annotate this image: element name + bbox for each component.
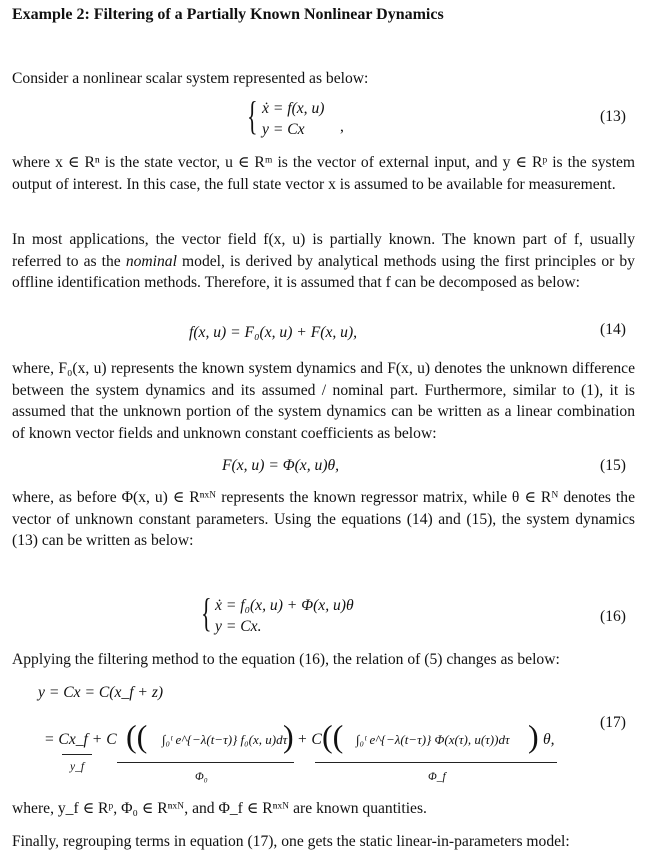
underbrace-phi0 — [117, 757, 294, 763]
underbrace-label-phif: Φ_f — [428, 771, 446, 783]
underbrace-phif — [315, 757, 557, 763]
equation-number-13: (13) — [600, 108, 626, 125]
paragraph-intro: Consider a nonlinear scalar system represented as below: — [12, 70, 369, 87]
underbrace-label-yf: y_f — [70, 761, 85, 773]
equation-16-line2: y = Cx. — [215, 618, 262, 635]
section-heading: Example 2: Filtering of a Partially Known Nonlinear Dynamics — [12, 6, 444, 23]
equation-17-line1: y = Cx = C(x_f + z) — [38, 684, 164, 701]
equation-13-line2: y = Cx — [262, 121, 305, 138]
equation-13-tail: , — [340, 118, 344, 135]
equation-16-line1: ẋ = f₀(x, u) + Φ(x, u)θ — [215, 597, 354, 614]
equation-17-part-c: + C — [297, 731, 322, 748]
paragraph-filtering-method: Applying the filtering method to the equation (16), the relation of (5) changes as below: — [12, 651, 560, 668]
equation-number-16: (16) — [600, 608, 626, 625]
paragraph-unknown-dynamics: where, F₀(x, u) represents the known system dynamics and F(x, u) denotes the unknown difference between the system dynamics and its assumed / nominal part. Furthermore, similar to (1), it is assumed that the unknown portion of the system dynamics can be written as a linear combination of known vector fields and unknown constant coefficients as below: — [12, 360, 635, 442]
paragraph-regressor: where, as before Φ(x, u) ∈ Rⁿˣᴺ represents the known regressor matrix, while θ ∈ Rᴺ denotes the vector of unknown constant parameters. Using the equations (14) and (15), the system dynamics (13) can be written as below: — [12, 489, 635, 549]
equation-17-part-e: θ, — [543, 731, 555, 748]
equation-number-17: (17) — [600, 714, 626, 731]
close-paren: ) — [283, 718, 294, 754]
equation-13-line1: ẋ = f(x, u) — [262, 100, 325, 117]
paragraph-known-quantities: where, y_f ∈ Rᵖ, Φ₀ ∈ Rⁿˣᴺ, and Φ_f ∈ Rⁿˣᴺ are known quantities. — [12, 800, 427, 817]
equation-number-15: (15) — [600, 457, 626, 474]
open-paren: (( — [126, 718, 148, 754]
equation-15-body: F(x, u) = Φ(x, u)θ, — [222, 457, 340, 474]
paragraph-state-definitions: where x ∈ Rⁿ is the state vector, u ∈ Rᵐ is the vector of external input, and y ∈ Rᵖ is the system output of interest. In this case, the full state vector x is assumed to be available for measurement. — [12, 154, 635, 193]
close-paren: ) — [528, 718, 539, 754]
text-fragment: model, is derived by analytical methods using the first principles or by offline identification methods. Therefore, it is assumed that f can be decomposed as below: — [12, 252, 635, 291]
equation-17-integral-f0: ∫₀ᵗ e^{−λ(t−τ)} f₀(x, u)dτ — [162, 732, 288, 747]
equation-17-integral-phi: ∫₀ᵗ e^{−λ(t−τ)} Φ(x(τ), u(τ))dτ — [356, 732, 510, 747]
text-fragment: In most applications, the vector field f(x, u) is partially known. The known part of f, usually referred to as the — [12, 231, 635, 270]
paragraph-partially-known — [12, 229, 635, 294]
nominal-emphasis: nominal — [125, 252, 177, 270]
underbrace-label-phi0: Φ₀ — [195, 771, 208, 783]
equation-14-body: f(x, u) = F₀(x, u) + F(x, u), — [189, 324, 358, 341]
equation-17-part-a: = Cx_f + C — [44, 731, 117, 748]
underbrace-yf — [62, 749, 92, 755]
left-brace: { — [247, 93, 258, 138]
left-brace: { — [201, 590, 212, 635]
equation-number-14: (14) — [600, 321, 626, 338]
open-paren: (( — [322, 718, 344, 754]
paragraph-regrouping: Finally, regrouping terms in equation (17), one gets the static linear-in-parameters model: — [12, 833, 570, 850]
